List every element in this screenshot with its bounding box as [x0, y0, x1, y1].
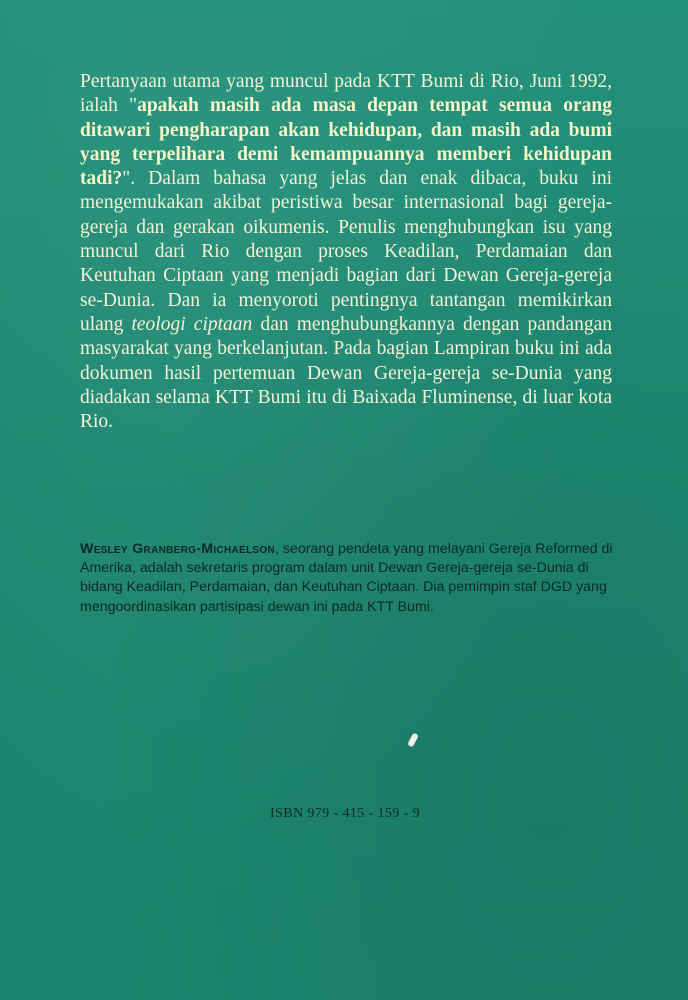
blurb-bold-question: apakah masih ada masa depan tempat semua orang ditawari pengharapan akan kehidupan, dan masih ada bumi yang terpelihara demi kemampuannya memberi kehidupan tadi?	[80, 95, 613, 190]
blurb-intro: Pertanyaan utama yang muncul pada KTT Bumi di Rio, Juni 1992, ialah "	[80, 71, 612, 117]
blurb-italic-term: teologi ciptaan	[131, 313, 253, 335]
author-bio	[80, 540, 632, 617]
isbn-number: ISBN 979 - 415 - 159 - 9	[270, 806, 420, 821]
blurb-after-question: ". Dalam bahasa yang jelas dan enak dibaca, buku ini mengemukakan akibat peristiwa besar internasional bagi gereja-gereja dan gerakan oikumenis. Penulis menghubungkan isu yang muncul dari Rio dengan proses Keadilan, Perdamaian dan Keutuhan Ciptaan yang menjadi bagian dari Dewan Gereja-gereja se-Dunia. Dan ia menyoroti pentingnya tantangan memikirkan ulang	[80, 168, 612, 335]
author-bio-text: , seorang pendeta yang melayani Gereja Reformed di Amerika, adalah sekretaris program dalam unit Dewan Gereja-gereja se-Dunia di bidang Keadilan, Perdamaian, dan Keutuhan Ciptaan. Dia pemimpin staf DGD yang mengoordinasikan partisipasi dewan ini pada KTT Bumi.	[80, 541, 613, 615]
blurb-closing: dan menghubungkannya dengan pandangan masyarakat yang berkelanjutan. Pada bagian Lampiran buku ini ada dokumen hasil pertemuan Dewan Gereja-gereja se-Dunia yang diadakan selama KTT Bumi itu di Baixada Fluminense, di luar kota Rio.	[80, 313, 612, 433]
author-name: Wesley Granberg-Michaelson	[80, 541, 275, 557]
blurb-paragraph	[80, 70, 612, 434]
paper-speck	[407, 732, 419, 747]
